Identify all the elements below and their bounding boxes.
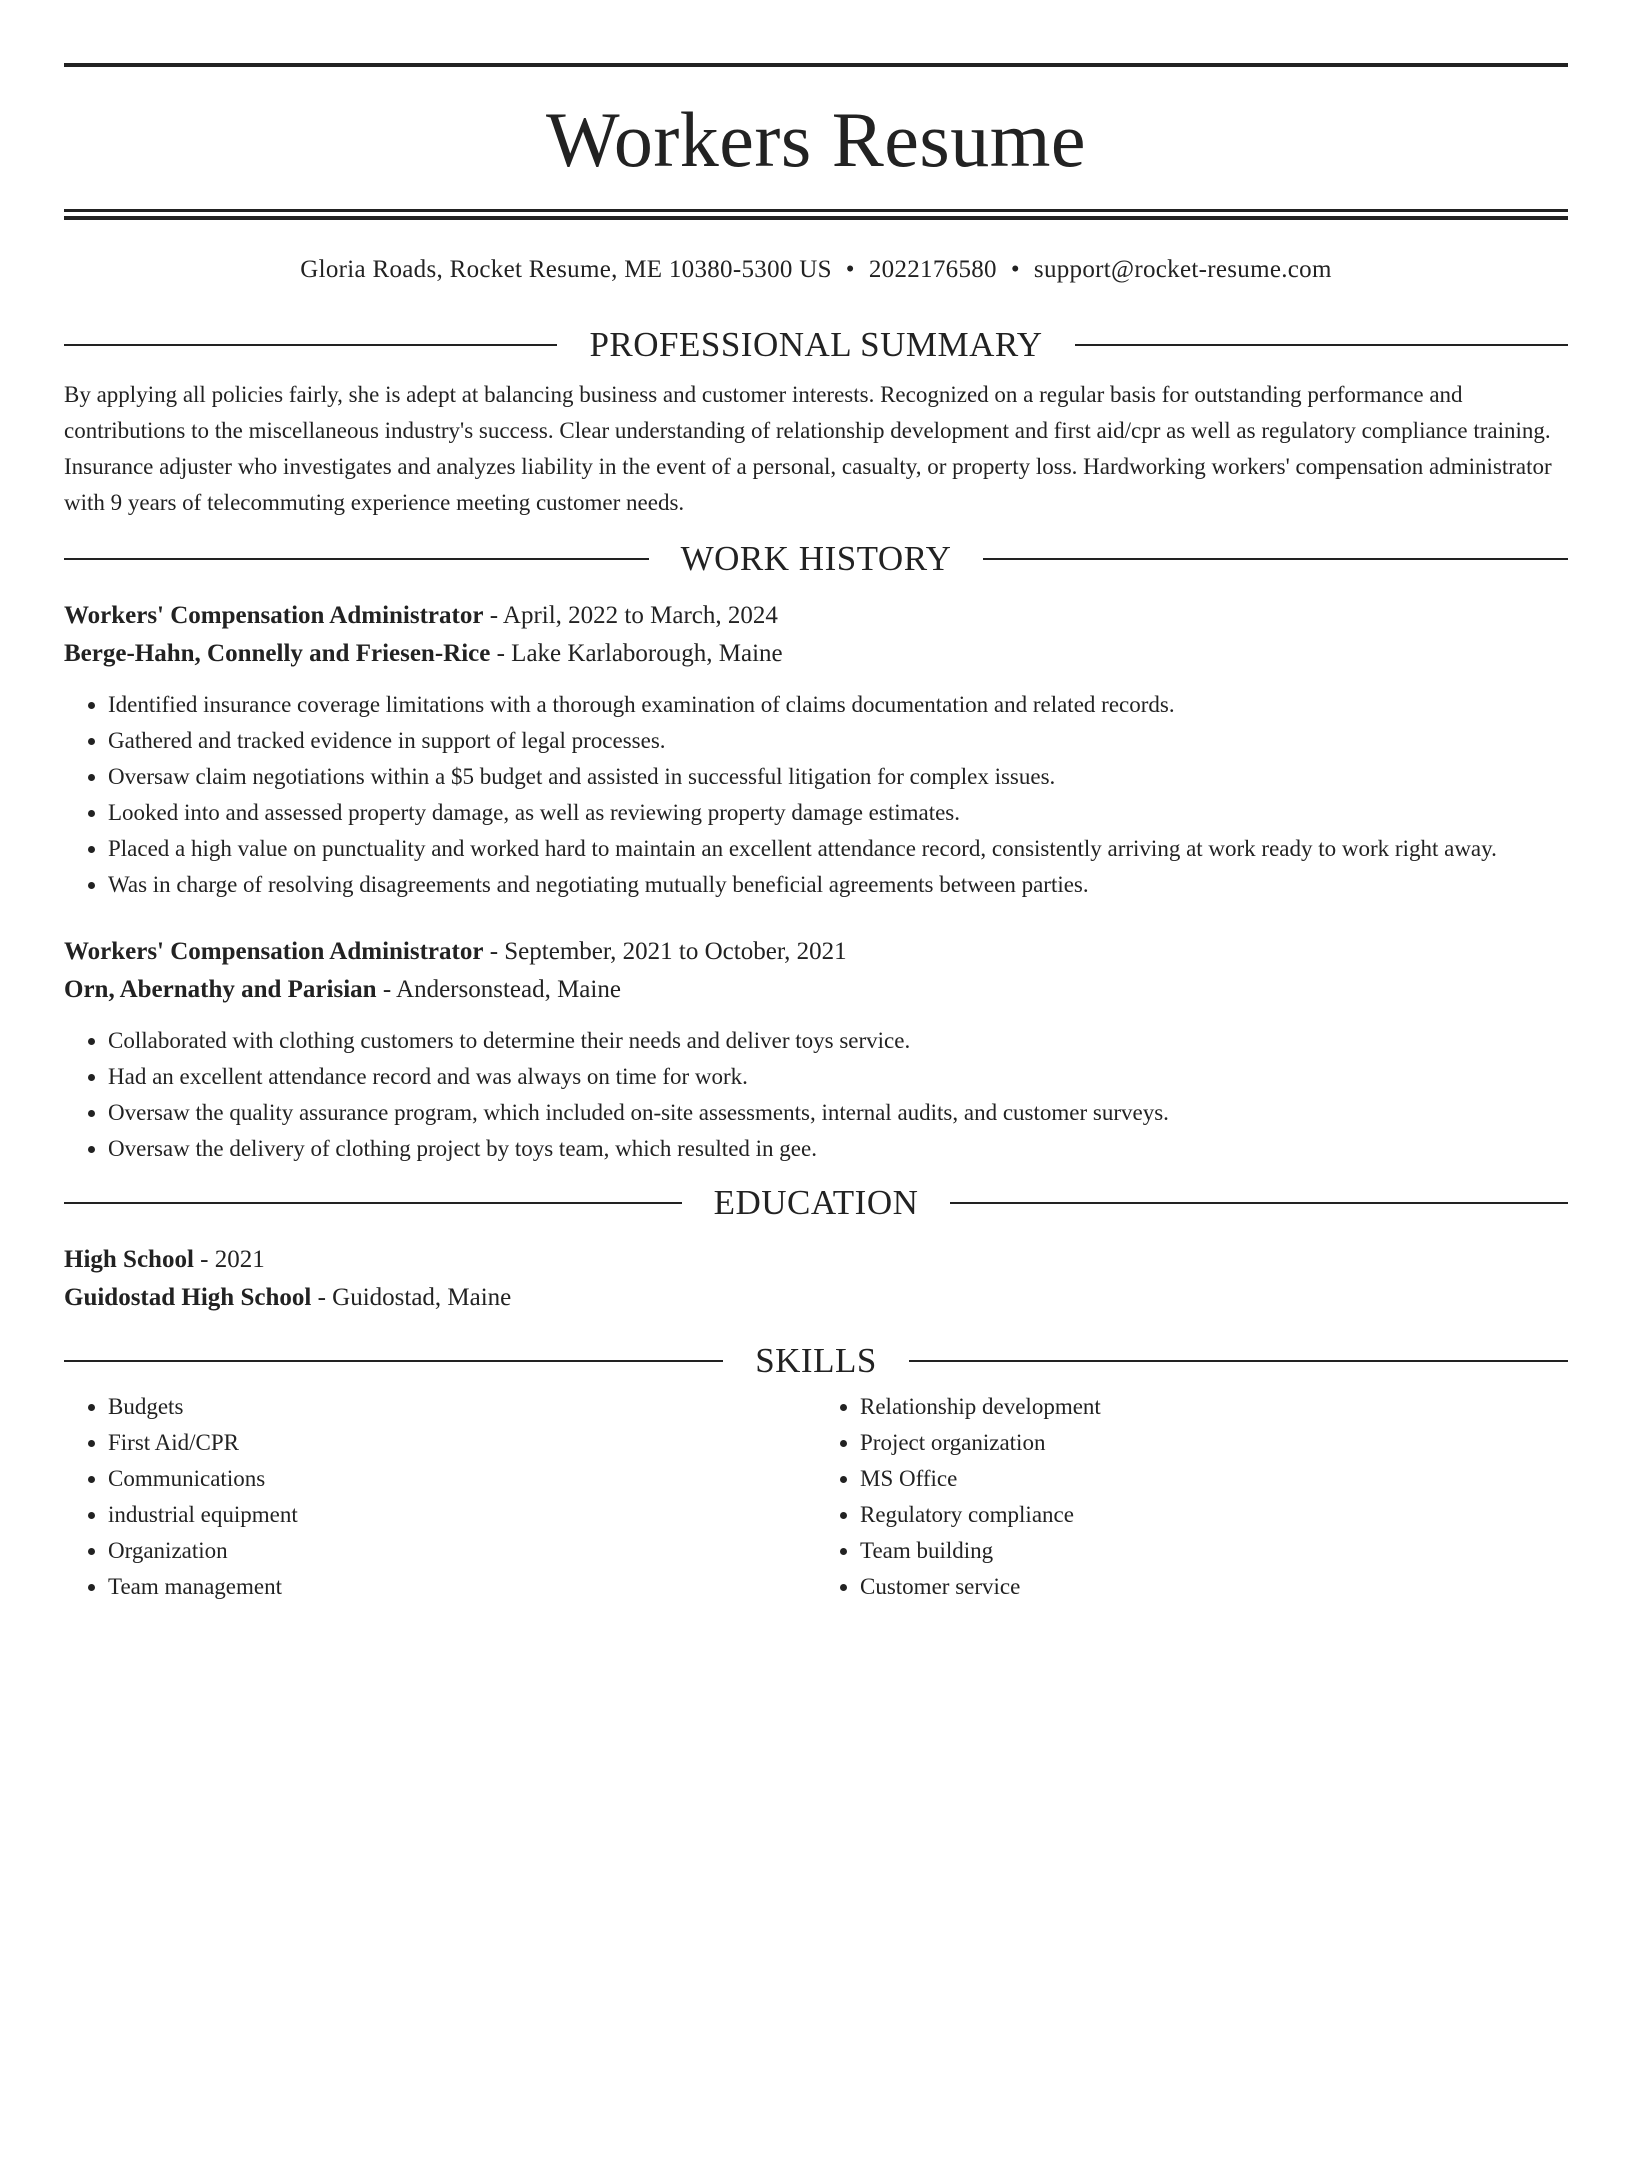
- top-rule: [64, 63, 1568, 67]
- heading-rule: [64, 558, 649, 560]
- list-item: • Had an excellent attendance record and was always on time for work.: [108, 1059, 1568, 1095]
- list-item: • Looked into and assessed property damage, as well as reviewing property damage estimates.: [108, 795, 1568, 831]
- education-degree: High School: [64, 1246, 194, 1273]
- job-entry: [64, 933, 1568, 1167]
- section-heading-skills: [64, 1341, 1568, 1381]
- job-title: Workers' Compensation Administrator: [64, 938, 484, 965]
- header-double-rule: [64, 209, 1568, 220]
- job-company: Berge-Hahn, Connelly and Friesen-Rice: [64, 640, 491, 667]
- job-dates: - September, 2021 to October, 2021: [483, 938, 847, 965]
- contact-line: [64, 255, 1568, 285]
- skill-item: • Relationship development: [860, 1389, 1568, 1425]
- contact-address: Gloria Roads, Rocket Resume, ME 10380-5300 US: [300, 256, 832, 283]
- skill-item: • MS Office: [860, 1461, 1568, 1497]
- job-location: - Andersonstead, Maine: [376, 976, 621, 1003]
- job-title-line: [64, 933, 1568, 971]
- contact-separator: •: [845, 256, 855, 283]
- skill-item: • industrial equipment: [108, 1497, 816, 1533]
- list-item: • Gathered and tracked evidence in support of legal processes.: [108, 723, 1568, 759]
- job-company: Orn, Abernathy and Parisian: [64, 976, 377, 1003]
- heading-rule: [64, 1360, 723, 1362]
- heading-rule: [983, 558, 1568, 560]
- job-bullets: [64, 687, 1568, 903]
- resume-page: [0, 63, 1632, 2175]
- section-title: PROFESSIONAL SUMMARY: [589, 325, 1043, 364]
- job-title-line: [64, 597, 1568, 635]
- skill-item: • Team management: [108, 1569, 816, 1605]
- contact-email[interactable]: support@rocket-resume.com: [1033, 256, 1332, 283]
- list-item: • Oversaw the quality assurance program, which included on-site assessments, internal audits, and customer surveys.: [108, 1095, 1568, 1131]
- section-title: WORK HISTORY: [680, 539, 952, 578]
- section-title: SKILLS: [755, 1341, 877, 1380]
- list-item: • Oversaw the delivery of clothing project by toys team, which resulted in gee.: [108, 1131, 1568, 1167]
- education-year: - 2021: [193, 1246, 265, 1273]
- job-dates: - April, 2022 to March, 2024: [483, 602, 778, 629]
- section-heading-summary: [64, 325, 1568, 365]
- job-title: Workers' Compensation Administrator: [64, 602, 484, 629]
- education-location: - Guidostad, Maine: [311, 1284, 512, 1311]
- heading-rule: [909, 1360, 1568, 1362]
- job-company-line: [64, 971, 1568, 1009]
- skill-item: • Communications: [108, 1461, 816, 1497]
- heading-rule: [1075, 344, 1568, 346]
- list-item: • Placed a high value on punctuality and worked hard to maintain an excellent attendance record, consistently arriving at work ready to work right away.: [108, 831, 1568, 867]
- section-heading-work-history: [64, 539, 1568, 579]
- section-title: EDUCATION: [713, 1183, 919, 1222]
- job-company-line: [64, 635, 1568, 673]
- job-bullets: [64, 1023, 1568, 1167]
- skills-column-left: [64, 1389, 816, 1605]
- heading-rule: [64, 344, 557, 346]
- education-school-line: [64, 1279, 1568, 1317]
- list-item: • Oversaw claim negotiations within a $5 budget and assisted in successful litigation for complex issues.: [108, 759, 1568, 795]
- skill-item: • Team building: [860, 1533, 1568, 1569]
- list-item: • Identified insurance coverage limitations with a thorough examination of claims documentation and related records.: [108, 687, 1568, 723]
- job-entry: [64, 597, 1568, 903]
- section-heading-education: [64, 1183, 1568, 1223]
- skill-item: • Project organization: [860, 1425, 1568, 1461]
- education-entry: [64, 1241, 1568, 1317]
- skill-item: • Regulatory compliance: [860, 1497, 1568, 1533]
- heading-rule: [64, 1202, 682, 1204]
- education-school: Guidostad High School: [64, 1284, 312, 1311]
- heading-rule: [950, 1202, 1568, 1204]
- summary-text: By applying all policies fairly, she is adept at balancing business and customer interests. Recognized on a regular basis for outstanding performance and contributions to the miscellaneous industry's success. Clear understanding of relationship development and first aid/cpr as well as regulatory compliance training. Insurance adjuster who investigates and analyzes liability in the event of a personal, casualty, or property loss. Hardworking workers' compensation administrator with 9 years of telecommuting experience meeting customer needs.: [64, 382, 1552, 515]
- skill-item: • Budgets: [108, 1389, 816, 1425]
- list-item: • Was in charge of resolving disagreements and negotiating mutually beneficial agreements between parties.: [108, 867, 1568, 903]
- skills-column-right: [816, 1389, 1568, 1605]
- skill-item: • Customer service: [860, 1569, 1568, 1605]
- list-item: • Collaborated with clothing customers to determine their needs and deliver toys service.: [108, 1023, 1568, 1059]
- job-location: - Lake Karlaborough, Maine: [490, 640, 783, 667]
- skill-item: • First Aid/CPR: [108, 1425, 816, 1461]
- education-degree-line: [64, 1241, 1568, 1279]
- resume-name: Workers Resume: [545, 96, 1087, 183]
- skill-item: • Organization: [108, 1533, 816, 1569]
- contact-separator: •: [1010, 256, 1020, 283]
- skills-list: [64, 1389, 1568, 1605]
- contact-phone: 2022176580: [868, 256, 997, 283]
